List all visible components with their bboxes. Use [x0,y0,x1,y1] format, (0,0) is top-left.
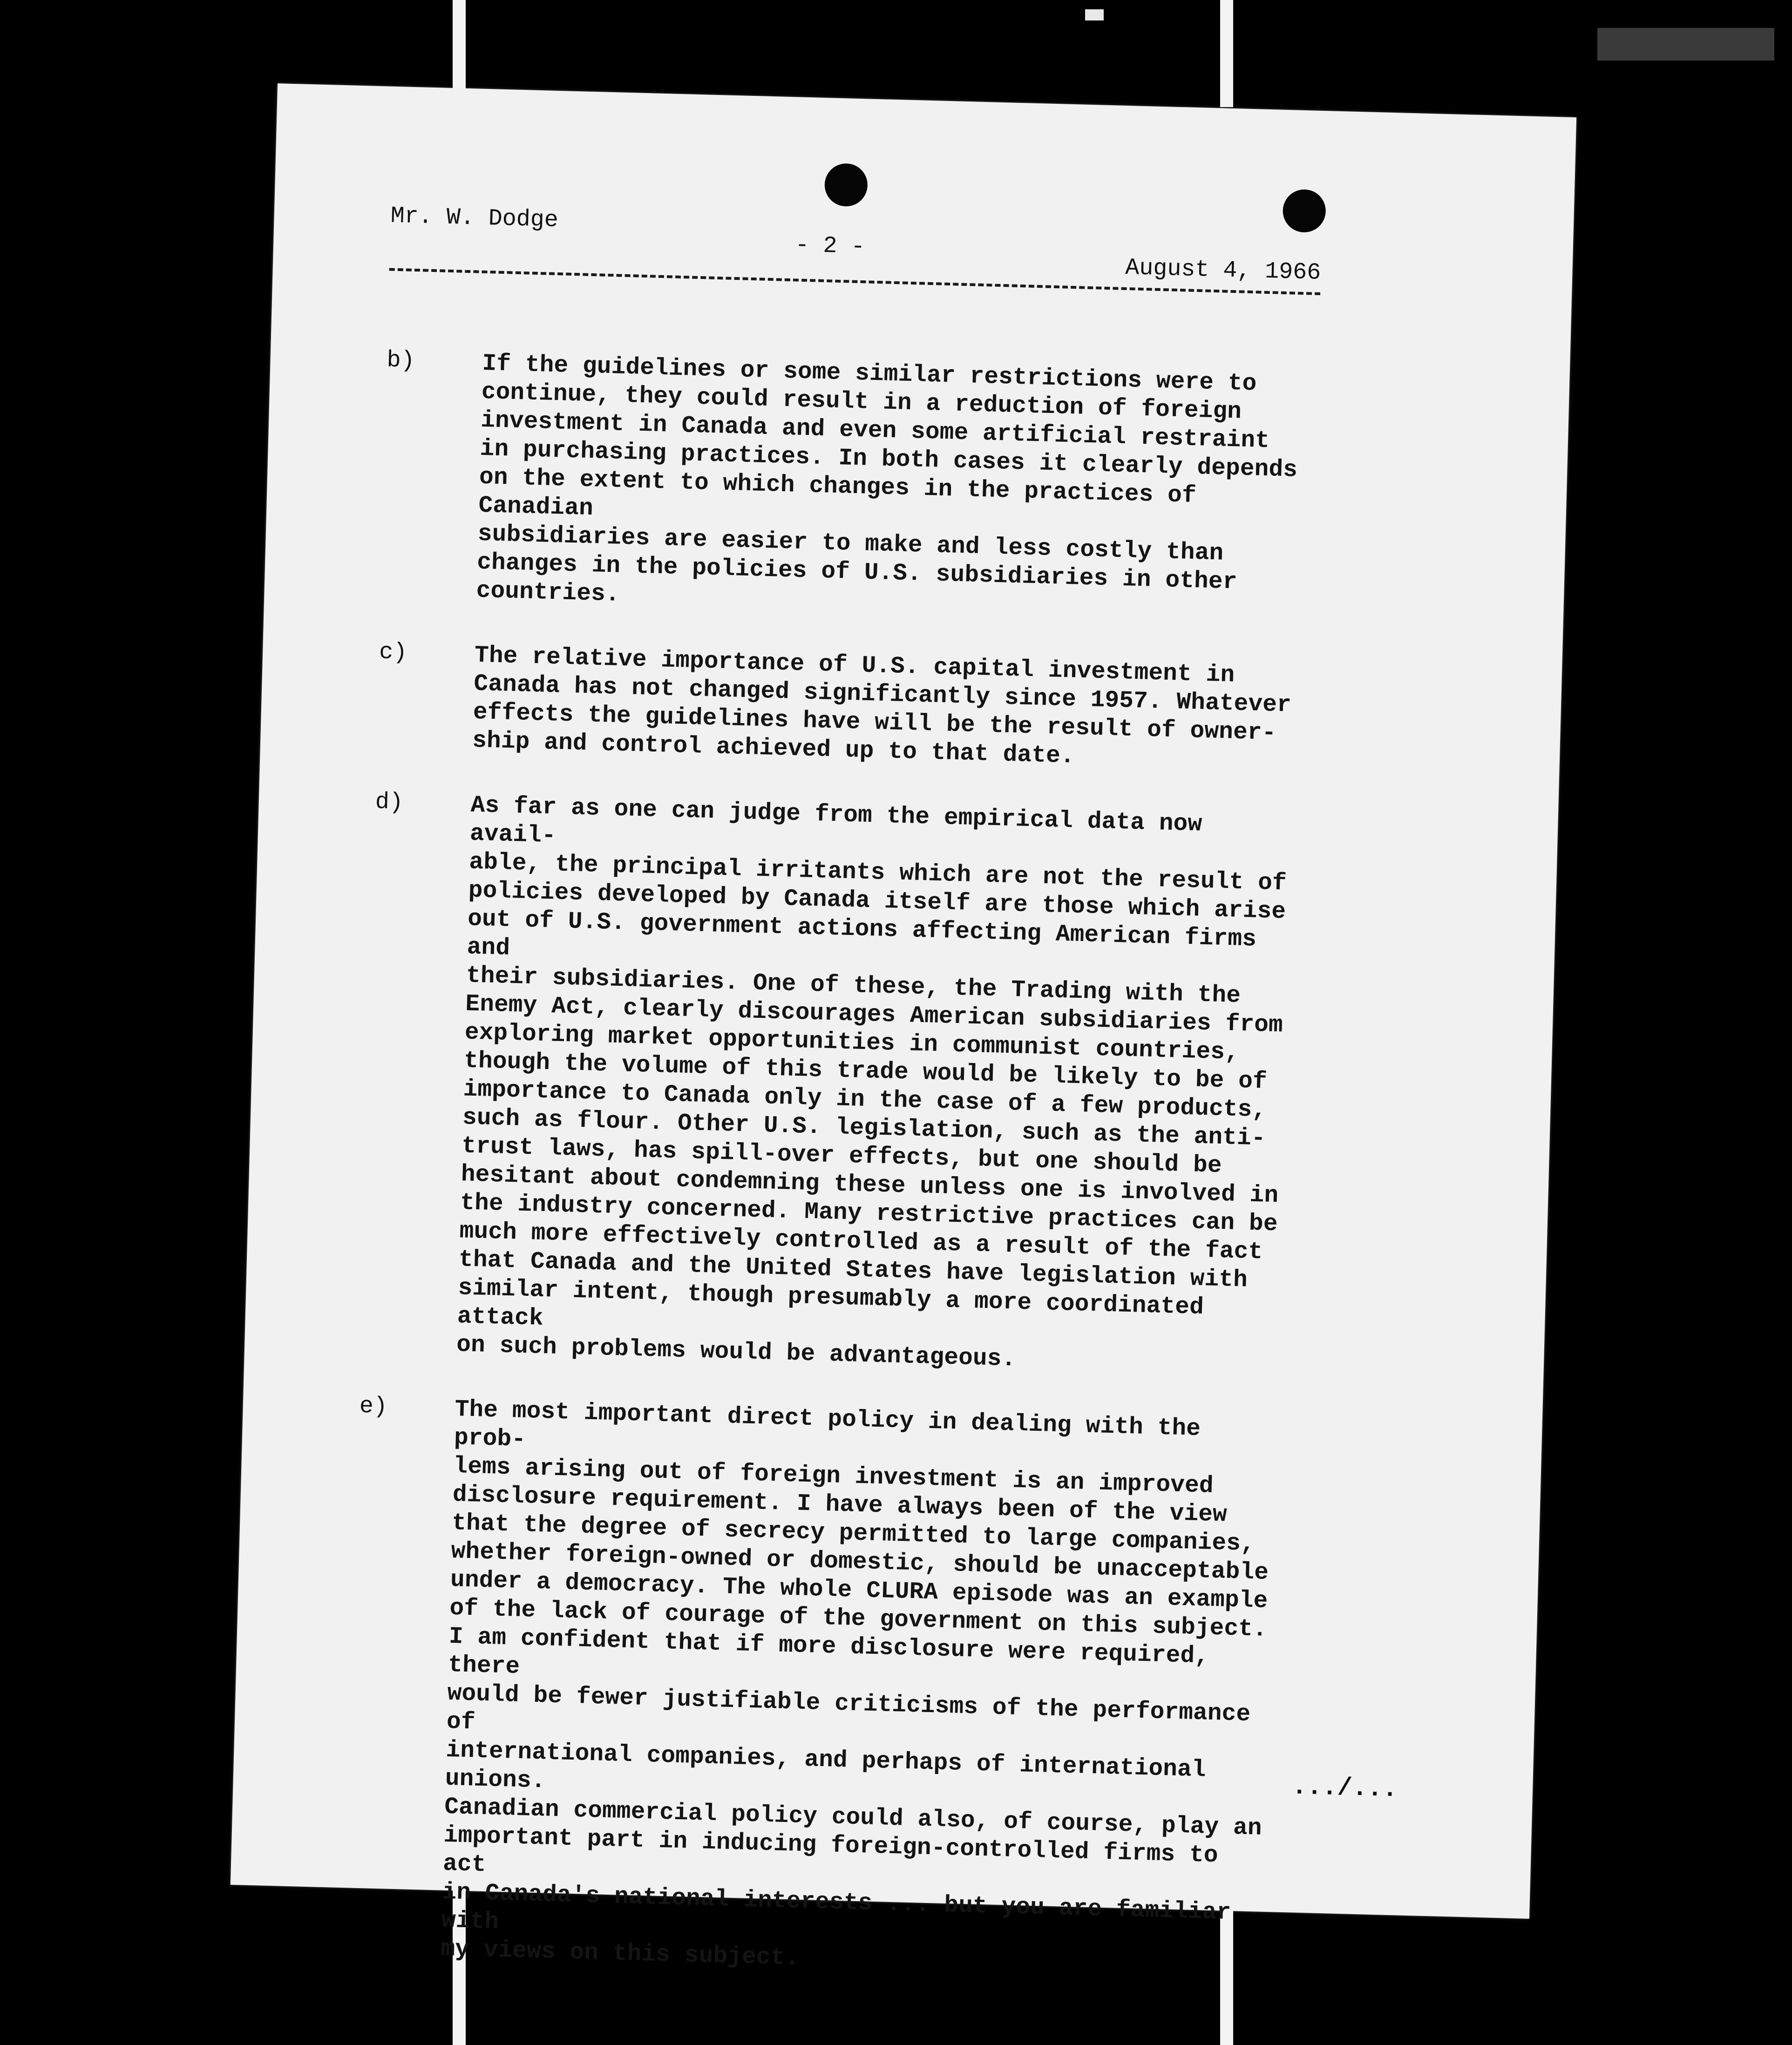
item-label: c) [379,639,407,666]
item-paragraph: If the guidelines or some similar restrictions were to continue, they could result in a reduction of foreign investment in Canada and even some artificial restraint in purchasing practices. In both cases it clearly depends on the extent to which changes in the practices of Canadian subsidiaries are easier to make and less costly than changes in the policies of U.S. subsidiaries in other countries. [475,350,1298,608]
film-speck [1085,9,1104,20]
letter-header [388,203,1321,320]
film-strip-bar [1220,0,1233,107]
continuation-marker: .../... [1291,1773,1398,1804]
list-item [361,789,1353,1382]
item-label: e) [359,1393,388,1421]
film-speck [1597,28,1774,61]
item-paragraph: The relative importance of U.S. capital investment in Canada has not changed significantly since 1957. Whatever effects the guidelines have will be the result of owner- ship and control achieved up to that date. [472,642,1292,770]
item-paragraph: The most important direct policy in dealing with the prob- lems arising out of foreign investment is an improved disclosure requirement. I have always been of the view that the degree of secrecy permitted to large companies, whether foreign-owned or domestic, should be unacceptable under a democracy. The whole CLURA episode was an example of the lack of courage of the government on this subject. I am confident that if more disclosure were required, there would be fewer justifiable criticisms of the performance of international companies, and perhaps of international unions. Canadian commercial policy could also, of course, play an important part in inducing foreign-controlled firms to act in Canada's national interests ... but you are familiar with my views on this subject. [440,1396,1269,1972]
addressee: Mr. W. Dodge [390,203,559,234]
page-number: - 2 - [794,232,866,261]
item-label: d) [375,789,404,816]
list-item [380,347,1365,628]
item-paragraph: As far as one can judge from the empirical data now avail- able, the principal irritants which are not the result of policies developed by Canada itself are those which arise out of U.S. government actions affecting American firms and their subsidiaries. One of these, the Trading with the Enemy Act, clearly discourages American subsidiaries from exploring market opportunities in communist countries, though the volume of this trade would be likely to be of importance to Canada only in the case of a few products, such as flour. Other U.S. legislation, such as the anti- trust laws, has spill-over effects, but one should be hesitant about condemning these unless one is involved in the industry concerned. Many restrictive practices can be much more effectively controlled as a result of the fact that Canada and the United States have legislation with similar intent, though presumably a more coordinated attack on such problems would be advantageous. [456,792,1287,1373]
list-item [345,1393,1337,1987]
letter-date: August 4, 1966 [1125,254,1321,286]
item-label: b) [386,347,415,375]
list-item [377,639,1358,778]
punch-hole [824,163,868,207]
item-list [344,347,1365,2023]
document-page [231,83,1576,1972]
